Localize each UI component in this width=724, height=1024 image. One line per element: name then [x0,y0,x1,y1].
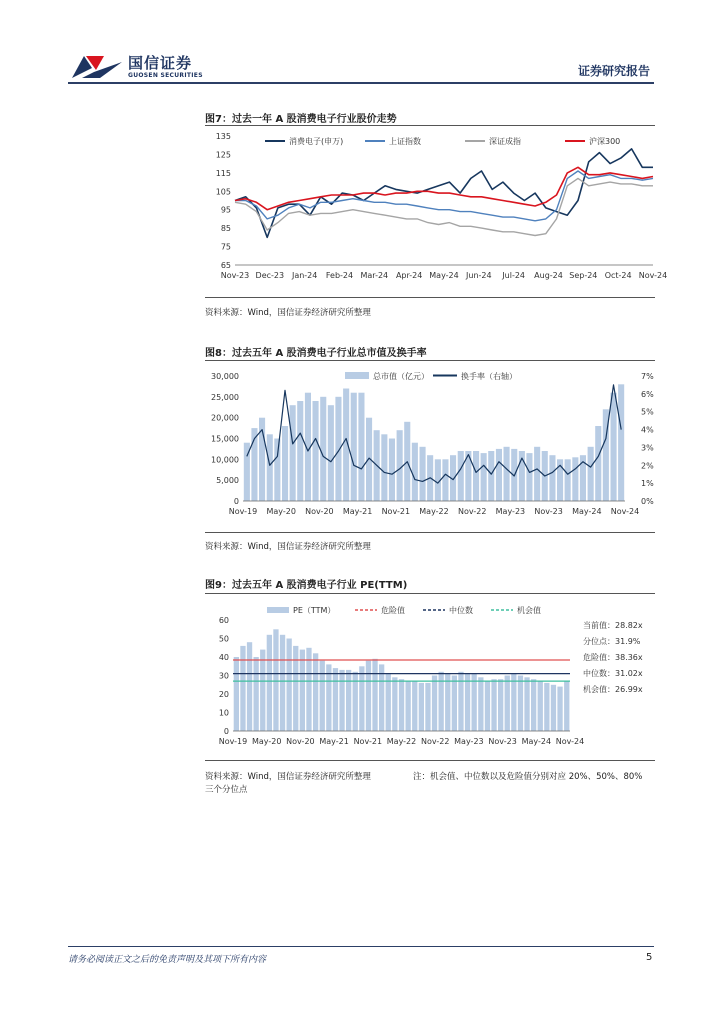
fig9-bar [425,683,430,731]
fig7-series-line [235,171,653,221]
fig9-bar [273,629,278,731]
fig9-bar [551,685,556,731]
fig7-xtick-label: May-24 [429,271,459,280]
fig8-ytick-left: 30,000 [211,372,239,381]
fig7-series-line [235,167,653,209]
fig9-bar [478,677,483,731]
fig8-legend-label-line: 换手率（右轴） [461,372,517,381]
logo-cn: 国信证券 [128,54,193,72]
fig7-bottom-rule [205,297,655,298]
fig8-ytick-right: 2% [641,461,654,471]
fig8-ytick-right: 4% [641,425,654,435]
fig9-bar [372,659,377,731]
fig9-bar [498,679,503,731]
fig8-xtick-label: Nov-21 [381,507,411,516]
fig9-ytick-label: 0 [223,727,229,736]
fig9-bar [320,661,325,731]
header [0,0,724,90]
fig9-ytick-label: 30 [218,671,229,681]
fig7-xtick-label: Jul-24 [502,271,526,280]
fig7-legend-label: 消费电子(申万) [289,137,344,146]
fig9-bottom-rule [205,760,655,761]
fig9-bar [452,676,457,732]
fig8-bar [442,459,448,501]
report-type: 证券研究报告 [578,64,651,78]
fig7-xtick-label: Dec-23 [255,271,285,280]
fig9-xtick-label: Nov-23 [488,737,517,746]
footer-disclaimer: 请务必阅读正文之后的免责声明及其项下所有内容 [68,955,267,965]
fig9-bar [472,674,477,731]
fig8-bar [572,457,578,501]
fig9-title: 图9：过去五年 A 股消费电子行业 PE(TTM) [205,580,408,591]
fig7-xtick-label: Mar-24 [360,271,389,280]
fig8-bar [297,401,303,501]
fig8-ytick-left: 5,000 [216,476,239,486]
fig8-bar [313,401,319,501]
fig8-ytick-right: 1% [641,479,654,489]
fig7-chart [205,128,668,288]
fig9-top-rule [205,593,655,594]
fig8-xtick-label: May-20 [266,507,296,516]
fig9-bar [432,676,437,732]
fig9-bar [505,676,510,732]
fig8-bar [526,453,532,501]
fig8-ytick-right: 3% [641,443,654,453]
fig8-bar [351,393,357,501]
fig9-bar [339,670,344,731]
fig9-bar [326,664,331,731]
fig7-ytick-label: 135 [215,132,231,141]
fig7-ytick-label: 115 [215,168,231,178]
fig9-bar [531,679,536,731]
fig8-bar [412,443,418,501]
fig8-ytick-left: 25,000 [211,392,239,402]
footer-divider [68,946,654,947]
fig9-bar [491,679,496,731]
fig9-bar [392,677,397,731]
fig9-annotation: 中位数：31.02x [583,669,643,678]
fig8-bar [274,439,280,502]
fig8-xtick-label: Nov-22 [457,507,487,516]
fig8-bar [389,439,395,502]
fig9-bar [485,681,490,731]
fig9-bar [399,679,404,731]
fig8-bar [267,434,273,501]
fig7-xtick-label: Apr-24 [395,271,423,280]
fig7-ytick-label: 95 [220,205,231,215]
fig7-series-line [235,178,653,235]
fig7-xtick-label: Jan-24 [291,271,318,280]
fig9-xtick-label: Nov-24 [555,737,585,746]
fig9-xtick-label: Nov-21 [353,737,383,746]
fig8-xtick-label: May-21 [342,507,373,516]
fig8-bar [534,447,540,501]
fig8-xtick-label: Nov-20 [305,507,334,516]
fig8-bar [504,447,510,501]
guosen-logo-icon [70,52,124,82]
fig8-bar [458,451,464,501]
fig9-ytick-label: 50 [218,634,229,644]
fig8-bar [618,384,624,501]
fig8-bar [282,426,288,501]
fig8-xtick-label: May-22 [419,507,449,516]
fig9-bar [465,674,470,731]
fig9-xtick-label: Nov-19 [218,737,248,746]
fig9-legend-swatch-bar [267,607,289,613]
fig9-bar [346,670,351,731]
fig9-bar [557,687,562,731]
fig8-bar [473,451,479,501]
fig8-bar [588,447,594,501]
fig7-ytick-label: 75 [220,242,231,252]
fig9-note-continued: 三个分位点 [205,785,248,795]
fig9-xtick-label: May-22 [386,737,417,746]
fig8-source: 资料来源：Wind，国信证券经济研究所整理 [205,542,371,552]
fig7-ytick-label: 85 [220,224,231,234]
fig9-bar [240,646,245,731]
fig9-bar [359,666,364,731]
fig8-bar [595,426,601,501]
fig9-xtick-label: Nov-22 [420,737,450,746]
fig9-xtick-label: Nov-20 [286,737,315,746]
fig7-ytick-label: 105 [215,187,231,197]
fig9-xtick-label: May-21 [319,737,349,746]
fig9-annotation: 当前值：28.82x [583,621,643,630]
fig9-bar [538,681,543,731]
fig9-bar [287,639,292,732]
fig7-ytick-label: 125 [215,150,231,160]
fig8-chart [205,363,655,523]
fig8-bar [420,447,426,501]
fig8-xtick-label: May-24 [572,507,602,516]
fig7-xtick-label: Jun-24 [466,271,492,280]
fig8-bar [549,455,555,501]
fig7-top-rule [205,125,655,126]
fig9-legend-label-line: 中位数 [449,606,473,615]
fig7-xtick-label: Sep-24 [569,271,598,280]
fig9-bar [247,642,252,731]
fig8-bar [496,449,502,501]
fig9-annotation: 分位点：31.9% [583,637,641,646]
fig9-bar [544,683,549,731]
fig9-bar [267,635,272,731]
fig7-legend-label: 深证成指 [489,137,521,146]
fig9-bar [518,676,523,732]
fig8-title: 图8：过去五年 A 股消费电子行业总市值及换手率 [205,348,427,359]
fig8-bar [290,405,296,501]
fig8-legend-swatch-bar [345,372,369,379]
fig8-legend-label-bar: 总市值（亿元） [373,372,429,381]
fig8-ytick-right: 7% [641,372,654,381]
fig8-bar [335,397,341,501]
fig9-annotation: 危险值：38.36x [583,653,643,662]
fig8-bar [397,430,403,501]
fig8-ytick-right: 5% [641,407,654,417]
fig9-bar [564,681,569,731]
fig9-bar [366,661,371,731]
fig9-bar [300,650,305,731]
fig9-bar [511,674,516,731]
fig9-bar [386,674,391,731]
fig9-bar [406,681,411,731]
fig8-bottom-rule [205,532,655,533]
fig9-note: 注：机会值、中位数以及危险值分别对应 20%、50%、80% [413,772,643,782]
fig8-bar [611,393,617,501]
fig9-legend-label-bar: PE（TTM） [293,606,336,615]
fig7-legend-label: 上证指数 [389,137,421,146]
fig9-ytick-label: 10 [218,708,229,718]
fig9-ytick-label: 20 [218,690,229,699]
fig8-ytick-left: 0 [233,497,239,506]
fig9-bar [254,657,259,731]
fig9-annotation: 机会值：26.99x [583,685,643,694]
fig8-xtick-label: Nov-24 [610,507,640,516]
fig9-bar [419,683,424,731]
fig8-xtick-label: Nov-23 [534,507,563,516]
fig8-bar [320,397,326,501]
fig8-xtick-label: Nov-19 [228,507,258,516]
fig9-bar [445,674,450,731]
fig8-bar [481,453,487,501]
header-divider [68,82,654,84]
fig9-bar [379,664,384,731]
fig9-bar [412,681,417,731]
fig7-title: 图7：过去一年 A 股消费电子行业股价走势 [205,114,397,125]
fig8-ytick-right: 0% [641,497,654,506]
fig9-bar [333,668,338,731]
fig8-ytick-left: 10,000 [211,455,239,465]
fig9-xtick-label: May-24 [521,737,552,746]
fig8-bar [488,451,494,501]
fig7-legend-label: 沪深300 [589,137,621,146]
fig7-ytick-label: 65 [220,261,231,270]
fig8-xtick-label: May-23 [495,507,526,516]
fig7-xtick-label: Nov-23 [220,271,250,280]
fig7-xtick-label: Aug-24 [534,271,563,280]
fig9-ytick-label: 40 [218,653,229,662]
fig9-xtick-label: May-23 [454,737,484,746]
fig7-xtick-label: Oct-24 [604,271,632,280]
fig7-source: 资料来源：Wind，国信证券经济研究所整理 [205,308,371,318]
fig9-xtick-label: May-20 [251,737,282,746]
fig9-source: 资料来源：Wind，国信证券经济研究所整理 [205,772,371,782]
fig7-xtick-label: Nov-24 [638,271,668,280]
fig9-legend-label-line: 机会值 [517,606,541,615]
fig9-bar [234,657,239,731]
fig9-bar [260,650,265,731]
logo-en: GUOSEN SECURITIES [128,72,203,79]
fig9-chart [205,596,655,751]
fig9-bar [524,677,529,731]
fig9-ytick-label: 60 [218,616,229,625]
fig8-top-rule [205,360,655,361]
fig8-bar [565,459,571,501]
fig9-bar [293,646,298,731]
fig8-ytick-left: 20,000 [211,413,239,423]
fig9-bar [313,653,318,731]
fig7-xtick-label: Feb-24 [325,271,354,280]
fig8-ytick-left: 15,000 [211,434,239,444]
fig8-ytick-right: 6% [641,389,654,399]
fig8-bar [358,393,364,501]
fig9-bar [280,635,285,731]
page-number: 5 [646,952,653,963]
fig8-bar [381,434,387,501]
fig9-legend-label-line: 危险值 [381,606,405,615]
fig8-bar [328,405,334,501]
